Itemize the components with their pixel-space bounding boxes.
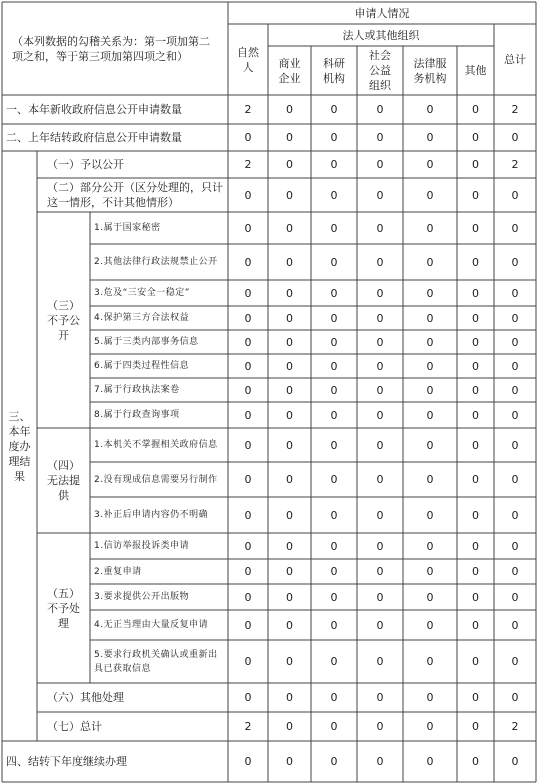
row-law-enforcement-total: 0 bbox=[511, 383, 519, 397]
row-publication-legal-service-org: 0 bbox=[426, 590, 434, 604]
row-needs-production-label: 2.没有现成信息需要另行制作 bbox=[94, 474, 218, 485]
row-other-handling-legal-service-org: 0 bbox=[426, 691, 434, 704]
row-carry-forward-public-welfare-org: 0 bbox=[376, 755, 384, 768]
row-abusive-repeat-commercial-enterprise: 0 bbox=[286, 618, 293, 632]
row-disclosed-total: 2 bbox=[511, 158, 519, 171]
row-internal-affairs-label: 5.属于三类内部事务信息 bbox=[94, 337, 199, 347]
row-carry-forward-natural-person: 0 bbox=[244, 755, 252, 768]
row-petition-research-institution: 0 bbox=[330, 539, 338, 553]
row-carried-over-label: 二、上年结转政府信息公开申请数量 bbox=[6, 131, 182, 144]
row-abusive-repeat-legal-service-org: 0 bbox=[426, 618, 434, 632]
row-carried-over-total: 0 bbox=[511, 131, 519, 144]
row-carry-forward-legal-service-org: 0 bbox=[426, 755, 434, 768]
row-inquiry-matters-commercial-enterprise: 0 bbox=[286, 408, 293, 422]
row-abusive-repeat-public-welfare-org: 0 bbox=[376, 618, 384, 632]
header-applicant: 申请人情况 bbox=[354, 6, 410, 20]
row-carry-forward-commercial-enterprise: 0 bbox=[286, 755, 293, 768]
row-needs-production-other: 0 bbox=[472, 473, 479, 486]
row-not-held-commercial-enterprise: 0 bbox=[286, 438, 293, 452]
row-partially-disclosed-natural-person: 0 bbox=[244, 188, 252, 202]
row-publication-total: 0 bbox=[511, 590, 519, 604]
group-not-disclosed: （三）不予公开 bbox=[47, 298, 80, 342]
row-reconfirm-label: 5.要求行政机关确认或重新出具已获取信息 bbox=[94, 649, 218, 674]
row-repeat-total: 0 bbox=[511, 565, 519, 578]
row-carry-forward-research-institution: 0 bbox=[330, 755, 338, 768]
row-carry-forward-label: 四、结转下年度继续办理 bbox=[6, 755, 127, 768]
row-other-handling-commercial-enterprise: 0 bbox=[286, 691, 293, 704]
row-repeat-label: 2.重复申请 bbox=[94, 566, 142, 577]
row-carried-over-other: 0 bbox=[472, 131, 479, 144]
row-law-enforcement-label: 7.属于行政执法案卷 bbox=[94, 385, 180, 395]
row-disclosed-research-institution: 0 bbox=[330, 158, 338, 171]
row-prohibited-by-law-other: 0 bbox=[472, 255, 479, 269]
row-disclosed-other: 0 bbox=[472, 158, 479, 171]
col-header-legal-service: 法律服务机构 bbox=[413, 56, 447, 85]
row-state-secret-research-institution: 0 bbox=[330, 221, 338, 235]
row-third-party-commercial-enterprise: 0 bbox=[286, 311, 293, 325]
row-inquiry-matters-label: 8.属于行政查询事项 bbox=[94, 410, 180, 420]
row-total-legal-service-org: 0 bbox=[426, 720, 434, 733]
row-not-held-legal-service-org: 0 bbox=[426, 438, 434, 452]
row-process-info-legal-service-org: 0 bbox=[426, 359, 434, 373]
row-other-handling-label: （六）其他处理 bbox=[47, 691, 124, 704]
row-total-total: 2 bbox=[511, 720, 519, 733]
row-inquiry-matters-research-institution: 0 bbox=[330, 408, 338, 422]
row-process-info-other: 0 bbox=[472, 359, 479, 373]
row-disclosed-legal-service-org: 0 bbox=[426, 158, 434, 171]
row-abusive-repeat-label: 4.无正当理由大量反复申请 bbox=[94, 620, 209, 630]
row-process-info-total: 0 bbox=[511, 359, 519, 373]
row-not-held-natural-person: 0 bbox=[244, 438, 252, 452]
row-process-info-research-institution: 0 bbox=[330, 359, 338, 373]
row-repeat-public-welfare-org: 0 bbox=[376, 565, 384, 578]
row-publication-other: 0 bbox=[472, 590, 479, 604]
row-inquiry-matters-public-welfare-org: 0 bbox=[376, 408, 384, 422]
row-state-secret-other: 0 bbox=[472, 221, 479, 235]
row-internal-affairs-commercial-enterprise: 0 bbox=[286, 335, 293, 349]
row-state-secret-commercial-enterprise: 0 bbox=[286, 221, 293, 235]
row-third-party-label: 4.保护第三方合法权益 bbox=[94, 313, 190, 323]
col-header-commercial: 商业企业 bbox=[278, 56, 301, 85]
row-three-security-public-welfare-org: 0 bbox=[376, 286, 384, 300]
row-repeat-other: 0 bbox=[472, 565, 479, 578]
row-still-unclear-natural-person: 0 bbox=[244, 508, 252, 522]
row-new-applications-research-institution: 0 bbox=[330, 103, 338, 116]
row-state-secret-public-welfare-org: 0 bbox=[376, 221, 384, 235]
row-third-party-legal-service-org: 0 bbox=[426, 311, 434, 325]
row-publication-natural-person: 0 bbox=[244, 590, 252, 604]
row-not-held-total: 0 bbox=[511, 438, 519, 452]
row-third-party-other: 0 bbox=[472, 311, 479, 325]
row-other-handling-total: 0 bbox=[511, 691, 519, 704]
row-other-handling-other: 0 bbox=[472, 691, 479, 704]
row-reconfirm-other: 0 bbox=[472, 655, 479, 668]
row-needs-production-public-welfare-org: 0 bbox=[376, 473, 384, 486]
row-inquiry-matters-total: 0 bbox=[511, 408, 519, 422]
row-still-unclear-commercial-enterprise: 0 bbox=[286, 508, 293, 522]
row-new-applications-commercial-enterprise: 0 bbox=[286, 103, 293, 116]
row-still-unclear-research-institution: 0 bbox=[330, 508, 338, 522]
row-three-security-other: 0 bbox=[472, 286, 479, 300]
row-petition-commercial-enterprise: 0 bbox=[286, 539, 293, 553]
row-law-enforcement-public-welfare-org: 0 bbox=[376, 383, 384, 397]
row-repeat-commercial-enterprise: 0 bbox=[286, 565, 293, 578]
col-header-research: 科研机构 bbox=[323, 56, 345, 85]
row-new-applications-label: 一、本年新收政府信息公开申请数量 bbox=[6, 103, 182, 116]
row-three-security-label: 3.危及“三安全一稳定” bbox=[94, 288, 190, 298]
row-not-held-research-institution: 0 bbox=[330, 438, 338, 452]
row-carry-forward-other: 0 bbox=[472, 755, 479, 768]
row-needs-production-research-institution: 0 bbox=[330, 473, 338, 486]
row-carried-over-public-welfare-org: 0 bbox=[376, 131, 384, 144]
row-partially-disclosed-total: 0 bbox=[511, 188, 519, 202]
row-law-enforcement-other: 0 bbox=[472, 383, 479, 397]
header-note: （本列数据的勾稽关系为：第一项加第二项之和，等于第三项加第四项之和） bbox=[12, 34, 210, 63]
row-third-party-research-institution: 0 bbox=[330, 311, 338, 325]
row-needs-production-commercial-enterprise: 0 bbox=[286, 473, 293, 486]
row-three-security-commercial-enterprise: 0 bbox=[286, 286, 293, 300]
row-process-info-commercial-enterprise: 0 bbox=[286, 359, 293, 373]
row-process-info-natural-person: 0 bbox=[244, 359, 252, 373]
row-prohibited-by-law-total: 0 bbox=[511, 255, 519, 269]
row-three-security-research-institution: 0 bbox=[330, 286, 338, 300]
row-petition-natural-person: 0 bbox=[244, 539, 252, 553]
row-other-handling-research-institution: 0 bbox=[330, 691, 338, 704]
row-needs-production-total: 0 bbox=[511, 473, 519, 486]
row-internal-affairs-public-welfare-org: 0 bbox=[376, 335, 384, 349]
row-carried-over-natural-person: 0 bbox=[244, 131, 252, 144]
col-header-natural-person: 自然人 bbox=[237, 45, 259, 74]
row-total-label: （七）总计 bbox=[47, 720, 102, 733]
row-new-applications-total: 2 bbox=[511, 103, 519, 116]
row-not-held-other: 0 bbox=[472, 438, 479, 452]
row-still-unclear-label: 3.补正后申请内容仍不明确 bbox=[94, 510, 209, 520]
row-repeat-natural-person: 0 bbox=[244, 565, 252, 578]
group-cannot-provide: （四）无法提供 bbox=[47, 459, 80, 502]
row-abusive-repeat-other: 0 bbox=[472, 618, 479, 632]
row-reconfirm-research-institution: 0 bbox=[330, 655, 338, 668]
row-petition-total: 0 bbox=[511, 539, 519, 553]
row-new-applications-public-welfare-org: 0 bbox=[376, 103, 384, 116]
col-header-total: 总计 bbox=[504, 53, 526, 66]
row-inquiry-matters-legal-service-org: 0 bbox=[426, 408, 434, 422]
row-state-secret-total: 0 bbox=[511, 221, 519, 235]
row-carry-forward-total: 0 bbox=[511, 755, 519, 768]
row-state-secret-legal-service-org: 0 bbox=[426, 221, 434, 235]
row-petition-public-welfare-org: 0 bbox=[376, 539, 384, 553]
row-petition-label: 1.信访举报投诉类申请 bbox=[94, 541, 190, 551]
row-partially-disclosed-other: 0 bbox=[472, 188, 479, 202]
row-carried-over-research-institution: 0 bbox=[330, 131, 338, 144]
row-state-secret-label: 1.属于国家秘密 bbox=[94, 223, 161, 233]
row-still-unclear-legal-service-org: 0 bbox=[426, 508, 434, 522]
row-three-security-natural-person: 0 bbox=[244, 286, 252, 300]
row-partially-disclosed-research-institution: 0 bbox=[330, 188, 338, 202]
row-third-party-public-welfare-org: 0 bbox=[376, 311, 384, 325]
col-header-other: 其他 bbox=[464, 64, 487, 77]
row-third-party-total: 0 bbox=[511, 311, 519, 325]
row-repeat-legal-service-org: 0 bbox=[426, 565, 434, 578]
row-still-unclear-public-welfare-org: 0 bbox=[376, 508, 384, 522]
row-needs-production-legal-service-org: 0 bbox=[426, 473, 434, 486]
row-internal-affairs-research-institution: 0 bbox=[330, 335, 338, 349]
row-carried-over-commercial-enterprise: 0 bbox=[286, 131, 293, 144]
row-internal-affairs-legal-service-org: 0 bbox=[426, 335, 434, 349]
row-reconfirm-public-welfare-org: 0 bbox=[376, 655, 384, 668]
row-abusive-repeat-research-institution: 0 bbox=[330, 618, 338, 632]
row-total-commercial-enterprise: 0 bbox=[286, 720, 293, 733]
row-needs-production-natural-person: 0 bbox=[244, 473, 252, 486]
row-disclosed-commercial-enterprise: 0 bbox=[286, 158, 293, 171]
row-publication-label: 3.要求提供公开出版物 bbox=[94, 592, 190, 602]
row-new-applications-legal-service-org: 0 bbox=[426, 103, 434, 116]
row-state-secret-natural-person: 0 bbox=[244, 221, 252, 235]
row-prohibited-by-law-commercial-enterprise: 0 bbox=[286, 255, 293, 269]
row-total-other: 0 bbox=[472, 720, 479, 733]
row-process-info-label: 6.属于四类过程性信息 bbox=[94, 361, 190, 371]
row-inquiry-matters-natural-person: 0 bbox=[244, 408, 252, 422]
row-other-handling-natural-person: 0 bbox=[244, 691, 252, 704]
row-partially-disclosed-legal-service-org: 0 bbox=[426, 188, 434, 202]
row-total-public-welfare-org: 0 bbox=[376, 720, 384, 733]
row-new-applications-natural-person: 2 bbox=[244, 103, 252, 116]
row-third-party-natural-person: 0 bbox=[244, 311, 252, 325]
row-prohibited-by-law-public-welfare-org: 0 bbox=[376, 255, 384, 269]
row-law-enforcement-legal-service-org: 0 bbox=[426, 383, 434, 397]
row-internal-affairs-total: 0 bbox=[511, 335, 519, 349]
group-not-processed: （五）不予处理 bbox=[47, 586, 80, 630]
row-reconfirm-natural-person: 0 bbox=[244, 655, 252, 668]
row-abusive-repeat-total: 0 bbox=[511, 618, 519, 632]
row-new-applications-other: 0 bbox=[472, 103, 479, 116]
row-process-info-public-welfare-org: 0 bbox=[376, 359, 384, 373]
row-other-handling-public-welfare-org: 0 bbox=[376, 691, 384, 704]
row-internal-affairs-other: 0 bbox=[472, 335, 479, 349]
row-reconfirm-legal-service-org: 0 bbox=[426, 655, 434, 668]
row-abusive-repeat-natural-person: 0 bbox=[244, 618, 252, 632]
row-law-enforcement-natural-person: 0 bbox=[244, 383, 252, 397]
row-disclosed-public-welfare-org: 0 bbox=[376, 158, 384, 171]
row-still-unclear-other: 0 bbox=[472, 508, 479, 522]
section-annual-result: 三、本年度办理结果 bbox=[8, 409, 31, 483]
row-partially-disclosed-public-welfare-org: 0 bbox=[376, 188, 384, 202]
row-publication-commercial-enterprise: 0 bbox=[286, 590, 293, 604]
row-petition-other: 0 bbox=[472, 539, 479, 553]
row-repeat-research-institution: 0 bbox=[330, 565, 338, 578]
row-disclosed-label: （一）予以公开 bbox=[47, 158, 124, 171]
row-publication-public-welfare-org: 0 bbox=[376, 590, 384, 604]
row-publication-research-institution: 0 bbox=[330, 590, 338, 604]
row-partially-disclosed-label: （二）部分公开（区分处理的，只计这一情形，不计其他情形） bbox=[47, 181, 223, 209]
row-reconfirm-commercial-enterprise: 0 bbox=[286, 655, 293, 668]
col-header-public-welfare: 社会公益组织 bbox=[369, 49, 391, 92]
row-carried-over-legal-service-org: 0 bbox=[426, 131, 434, 144]
row-three-security-total: 0 bbox=[511, 286, 519, 300]
row-prohibited-by-law-label: 2.其他法律行政法规禁止公开 bbox=[94, 257, 218, 267]
row-not-held-public-welfare-org: 0 bbox=[376, 438, 384, 452]
row-reconfirm-total: 0 bbox=[511, 655, 519, 668]
row-three-security-legal-service-org: 0 bbox=[426, 286, 434, 300]
header-legal-entities: 法人或其他组织 bbox=[342, 28, 420, 42]
row-not-held-label: 1.本机关不掌握相关政府信息 bbox=[94, 440, 218, 450]
row-prohibited-by-law-research-institution: 0 bbox=[330, 255, 338, 269]
row-total-research-institution: 0 bbox=[330, 720, 338, 733]
row-inquiry-matters-other: 0 bbox=[472, 408, 479, 422]
row-prohibited-by-law-natural-person: 0 bbox=[244, 255, 252, 269]
row-law-enforcement-commercial-enterprise: 0 bbox=[286, 383, 293, 397]
row-law-enforcement-research-institution: 0 bbox=[330, 383, 338, 397]
row-internal-affairs-natural-person: 0 bbox=[244, 335, 252, 349]
row-partially-disclosed-commercial-enterprise: 0 bbox=[286, 188, 293, 202]
row-prohibited-by-law-legal-service-org: 0 bbox=[426, 255, 434, 269]
row-disclosed-natural-person: 2 bbox=[244, 158, 252, 171]
row-total-natural-person: 2 bbox=[244, 720, 252, 733]
row-still-unclear-total: 0 bbox=[511, 508, 519, 522]
row-petition-legal-service-org: 0 bbox=[426, 539, 434, 553]
